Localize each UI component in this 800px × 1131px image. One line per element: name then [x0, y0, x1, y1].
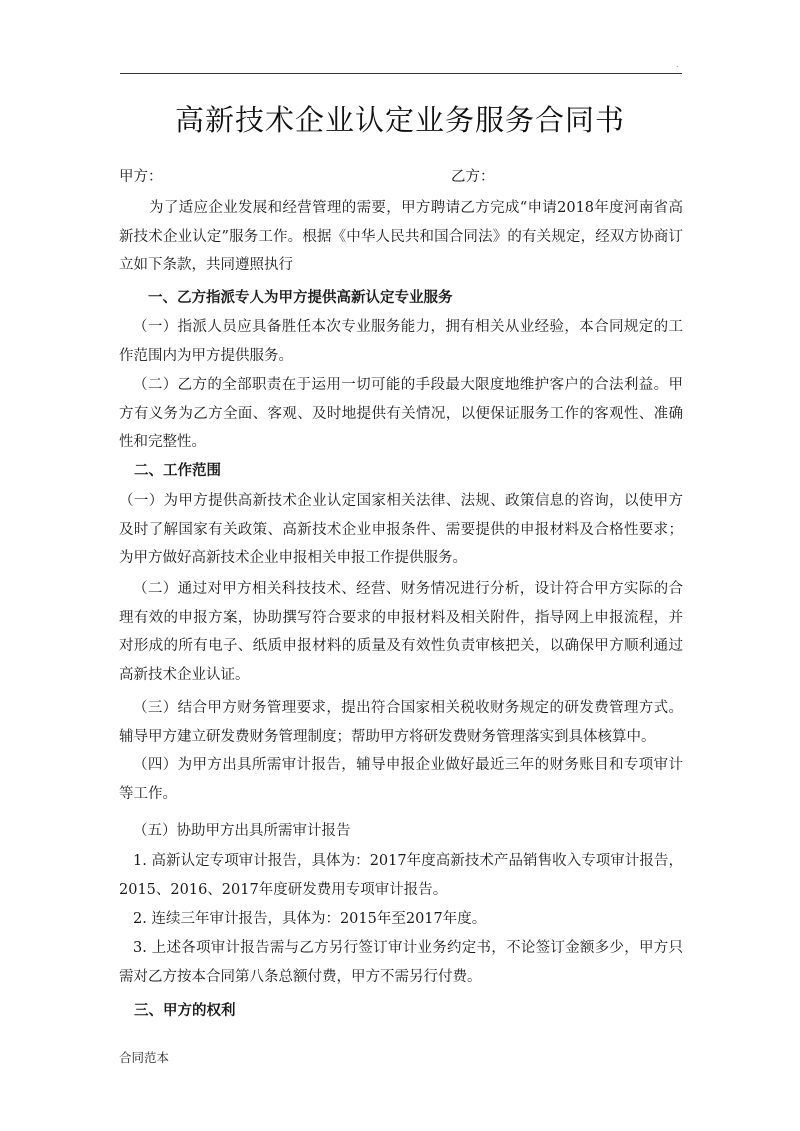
section-2-paragraph-1: （一）为甲方提供高新技术企业认定国家相关法律、法规、政策信息的咨询，以使甲方及时了解国家有关政策、高新技术企业申报条件、需要提供的申报材料及合格性要求；为甲方做好高新技术企业申报相关申报工作提供服务。 [119, 493, 683, 566]
section-2-item-3: 3. 上述各项审计报告需与乙方另行签订审计业务约定书，不论签订金额多少，甲方只需对乙方按本合同第八条总额付费，甲方不需另行付费。 [119, 940, 683, 985]
section-2-item-1: 1. 高新认定专项审计报告，具体为：2017年度高新技术产品销售收入专项审计报告，2015、2016、2017年度研发费用专项审计报告。 [119, 853, 683, 898]
party-b-label: 乙方： [451, 169, 495, 185]
header-rule [120, 73, 682, 74]
section-2-paragraph-3: （三）结合甲方财务管理要求，提出符合国家相关税收财务规定的研发费管理方式。辅导甲方建立研发费财务管理制度；帮助甲方将研发费财务管理落实到具体核算中。 [119, 700, 683, 745]
page-footer: 合同范本 [119, 1050, 170, 1065]
party-a-label: 甲方： [119, 169, 163, 185]
corner-mark: . [676, 60, 679, 69]
section-2-paragraph-5: （五）协助甲方出具所需审计报告 [133, 823, 351, 839]
section-2-heading: 二、工作范围 [134, 463, 221, 479]
section-1-paragraph-1: （一）指派人员应具备胜任本次专业服务能力，拥有相关从业经验，本合同规定的工作范围内为甲方提供服务。 [119, 319, 683, 364]
section-2-paragraph-4: （四）为甲方出具所需审计报告，辅导申报企业做好最近三年的财务账目和专项审计等工作。 [119, 757, 683, 802]
section-1-paragraph-2: （二）乙方的全部职责在于运用一切可能的手段最大限度地维护客户的合法利益。甲方有义务为乙方全面、客观、及时地提供有关情况，以便保证服务工作的客观性、准确性和完整性。 [119, 377, 683, 450]
section-1-heading: 一、乙方指派专人为甲方提供高新认定专业服务 [148, 290, 453, 306]
section-2-paragraph-2: （二）通过对甲方相关科技技术、经营、财务情况进行分析，设计符合甲方实际的合理有效的申报方案，协助撰写符合要求的申报材料及相关附件，指导网上申报流程，并对形成的所有电子、纸质申报材料的质量及有效性负责审核把关，以确保甲方顺利通过高新技术企业认证。 [119, 581, 683, 683]
section-2-item-2: 2. 连续三年审计报告，具体为：2015年至2017年度。 [133, 911, 487, 927]
section-3-heading: 三、甲方的权利 [134, 1003, 236, 1019]
intro-paragraph: 为了适应企业发展和经营管理的需要，甲方聘请乙方完成“申请2018年度河南省高新技术企业认定”服务工作。根据《中华人民共和国合同法》的有关规定，经双方协商订立如下条款，共同遵照执行 [119, 200, 683, 273]
document-title: 高新技术企业认定业务服务合同书 [174, 103, 625, 137]
